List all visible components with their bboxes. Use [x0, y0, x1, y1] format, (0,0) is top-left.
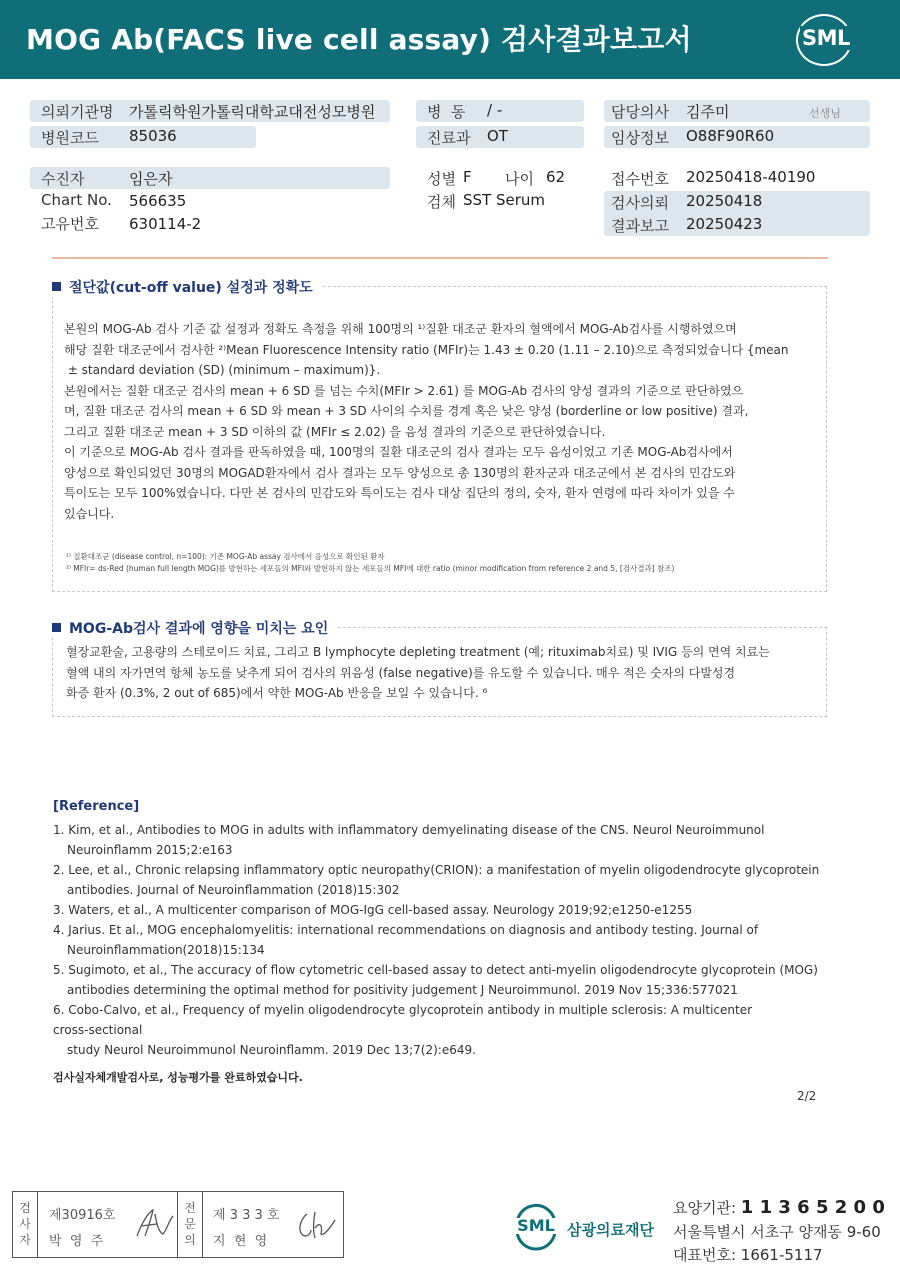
institution-code: [673, 1197, 885, 1218]
institution-code-label: 요양기관:: [673, 1199, 741, 1217]
examiner-signature: [133, 1206, 179, 1242]
request-label: 검사의뢰: [611, 194, 669, 212]
hospital-code-value: 85036: [129, 127, 177, 145]
paragraph-line: 본원의 MOG-Ab 검사 기준 값 설정과 정확도 측정을 위해 100명의 ¹⁾질환 대조군 환자의 혈액에서 MOG-Ab검사를 시행하였으며: [64, 322, 737, 336]
reference-line: study Neurol Neuroimmunol Neuroinflamm. 2019 Dec 13;7(2):e649.: [67, 1043, 476, 1057]
hospital-code-label: 병원코드: [41, 129, 99, 147]
specialist-name: 지 현 영: [213, 1234, 268, 1249]
sex-value: F: [463, 168, 472, 186]
paragraph-line: 해당 질환 대조군에서 검사한 ²⁾Mean Fluorescence Intensity ratio (MFIr)는 1.43 ± 0.20 (1.11 – 2.10)으로 측정되었습니다 {mean: [64, 342, 789, 357]
specialist-label: 전문의: [184, 1201, 196, 1247]
paragraph-line: 혈장교환술, 고용량의 스테로이드 치료, 그리고 B lymphocyte depleting treatment (예; rituximab치료) 및 IVIG 등의 면역 치료는: [66, 645, 770, 659]
reference-line: 4. Jarius. Et al., MOG encephalomyelitis: international recommendations on diagnosis and antibody testing. Journal of: [53, 923, 759, 937]
ward-value: / -: [487, 101, 503, 119]
examiner-label: 검사자: [19, 1201, 31, 1247]
reference-list: [53, 820, 843, 1060]
bullet-square-icon: [52, 282, 61, 291]
factors-section-title-text: MOG-Ab검사 결과에 영향을 미치는 요인: [69, 621, 329, 637]
patient-value: 임은자: [129, 170, 173, 188]
reference-line: antibodies. Journal of Neuroinflammation (2018)15:302: [67, 883, 400, 897]
specialist-signature: [293, 1208, 339, 1244]
stamp-divider: [177, 1192, 178, 1257]
paragraph-line: 있습니다.: [64, 506, 115, 521]
foundation-name: 삼광의료재단: [567, 1221, 654, 1239]
institution-code-value: 1 1 3 6 5 2 0 0: [740, 1197, 885, 1218]
chart-value: 566635: [129, 192, 187, 210]
id-label: 고유번호: [41, 215, 99, 233]
section-divider: [52, 257, 828, 259]
ward-label: 병 동: [427, 103, 466, 121]
stamp-divider: [37, 1192, 38, 1257]
reference-line: 1. Kim, et al., Antibodies to MOG in adults with inflammatory demyelinating disease of the CNS. Neurol Neuroimmunol: [53, 823, 765, 837]
receipt-label: 접수번호: [611, 170, 669, 188]
paragraph-line: 혈액 내의 자가면역 항체 농도를 낮추게 되어 검사의 위음성 (false negative)를 유도할 수 있습니다. 매우 적은 숫자의 다발성경: [66, 665, 736, 680]
page-number: 2/2: [797, 1089, 817, 1103]
stamp-divider: [202, 1192, 203, 1257]
specialist-license: 제 3 3 3 호: [213, 1208, 280, 1223]
paragraph-line: 며, 질환 대조군 검사의 mean + 6 SD 와 mean + 3 SD 사이의 수치를 경계 혹은 낮은 양성 (borderline or low positive) 결과,: [64, 404, 749, 418]
footer-logo-text: SML: [517, 1216, 555, 1235]
report-date-value: 20250423: [686, 215, 763, 233]
examiner-name: 박 영 주: [49, 1234, 104, 1249]
paragraph-line: ± standard deviation (SD) (minimum – maximum)}.: [64, 363, 381, 377]
paragraph-line: 화증 환자 (0.3%, 2 out of 685)에서 약한 MOG-Ab 반응을 보일 수 있습니다. ⁶: [66, 686, 488, 700]
reference-line: 5. Sugimoto, et al., The accuracy of flow cytometric cell-based assay to detect anti-myelin oligodendrocyte glycoprotein (MOG): [53, 963, 818, 977]
phone-number: [673, 1244, 823, 1265]
request-value: 20250418: [686, 192, 763, 210]
patient-label: 수진자: [41, 170, 85, 188]
reference-line: Neuroinflammation(2018)15:134: [67, 943, 265, 957]
paragraph-line: 특이도는 모두 100%였습니다. 다만 본 검사의 민감도와 특이도는 검사 대상 집단의 정의, 숫자, 환자 연령에 따라 차이가 있을 수: [64, 486, 735, 500]
bullet-square-icon: [52, 623, 61, 632]
reference-line: 6. Cobo-Calvo, et al., Frequency of myelin oligodendrocyte glycoprotein antibody in multiple sclerosis: A multicenter: [53, 1003, 753, 1017]
specimen-label: 검체: [427, 193, 456, 211]
factors-section-title: [52, 618, 336, 638]
paragraph-line: 본원에서는 질환 대조군 검사의 mean + 6 SD 를 넘는 수치(MFIr > 2.61) 를 MOG-Ab 검사의 양성 결과의 기준으로 판단하였으: [64, 383, 744, 398]
examiner-license: 제30916호: [49, 1208, 116, 1223]
clinical-label: 임상정보: [611, 129, 669, 147]
reference-line: 3. Waters, et al., A multicenter comparison of MOG-IgG cell-based assay. Neurology 2019;92;e1250-e1255: [53, 903, 693, 917]
cutoff-section-title: [52, 277, 321, 297]
reference-line: Neuroinflamm 2015;2:e163: [67, 843, 233, 857]
specimen-value: SST Serum: [463, 191, 546, 209]
sex-label: 성별: [427, 170, 456, 188]
reference-line: antibodies determining the optimal method for positivity judgement J Neuroimmunol. 2019 Nov 15;336:577021: [67, 983, 738, 997]
reference-line: 2. Lee, et al., Chronic relapsing inflammatory optic neuropathy(CRION): a manifestation of myelin oligodendrocyte glycoprotein: [53, 863, 820, 877]
signature-box: [12, 1191, 344, 1258]
paragraph-line: 양성으로 확인되었던 30명의 MOGAD환자에서 검사 결과는 모두 양성으로 총 130명의 환자군과 대조군에서 본 검사의 민감도와: [64, 465, 736, 480]
clinical-value: O88F90R60: [686, 127, 775, 145]
department-value: OT: [487, 127, 508, 145]
chart-label: Chart No.: [41, 191, 112, 209]
report-title: MOG Ab(FACS live cell assay) 검사결과보고서: [26, 23, 692, 56]
paragraph-line: 그리고 질환 대조군 mean + 3 SD 이하의 값 (MFIr ≤ 2.02) 을 음성 결과의 기준으로 판단하였습니다.: [64, 424, 606, 439]
reference-title: [Reference]: [53, 799, 140, 814]
age-label: 나이: [505, 170, 534, 188]
paragraph-line: 이 기준으로 MOG-Ab 검사 결과를 판독하였을 때, 100명의 질환 대조군의 검사 결과는 모두 음성이었고 기존 MOG-Ab검사에서: [64, 445, 733, 459]
phone-label: 대표번호:: [673, 1246, 741, 1264]
age-value: 62: [546, 168, 566, 186]
reference-line: cross-sectional: [53, 1023, 143, 1037]
department-label: 진료과: [427, 129, 471, 147]
cutoff-section-title-text: 절단값(cut-off value) 설정과 정확도: [69, 280, 313, 296]
doctor-value: 김주미: [686, 103, 730, 121]
doctor-label: 담당의사: [611, 103, 669, 121]
institution-value: 가톨릭학원가톨릭대학교대전성모병원: [129, 103, 376, 121]
foundation-address: 서울특별시 서초구 양재동 9-60: [673, 1223, 881, 1241]
footnote-1: ¹⁾ 질환대조군 (disease control, n=100): 기존 MOG-Ab assay 검사에서 음성으로 확인된 환자: [66, 552, 385, 561]
id-value: 630114-2: [129, 215, 202, 233]
report-header: [0, 0, 900, 79]
factors-paragraph: [66, 642, 826, 704]
validation-note: 검사실자체개발검사로, 성능평가를 완료하였습니다.: [53, 1071, 303, 1084]
sml-logo: SML: [802, 26, 850, 50]
cutoff-paragraph: [64, 319, 824, 524]
receipt-value: 20250418-40190: [686, 168, 816, 186]
footnote-2: ²⁾ MFIr= ds-Red (human full length MOG)를 발현하는 세포들의 MFI와 발현하지 않는 세포들의 MFI에 대한 ratio (minor modification from reference 2 and 5, [검사결과] 참조): [66, 564, 675, 573]
report-date-label: 결과보고: [611, 217, 669, 235]
sml-footer-logo: [509, 1199, 563, 1253]
phone-value: 1661-5117: [740, 1246, 823, 1264]
doctor-suffix: 선생님: [809, 107, 841, 120]
institution-label: 의뢰기관명: [41, 103, 114, 121]
